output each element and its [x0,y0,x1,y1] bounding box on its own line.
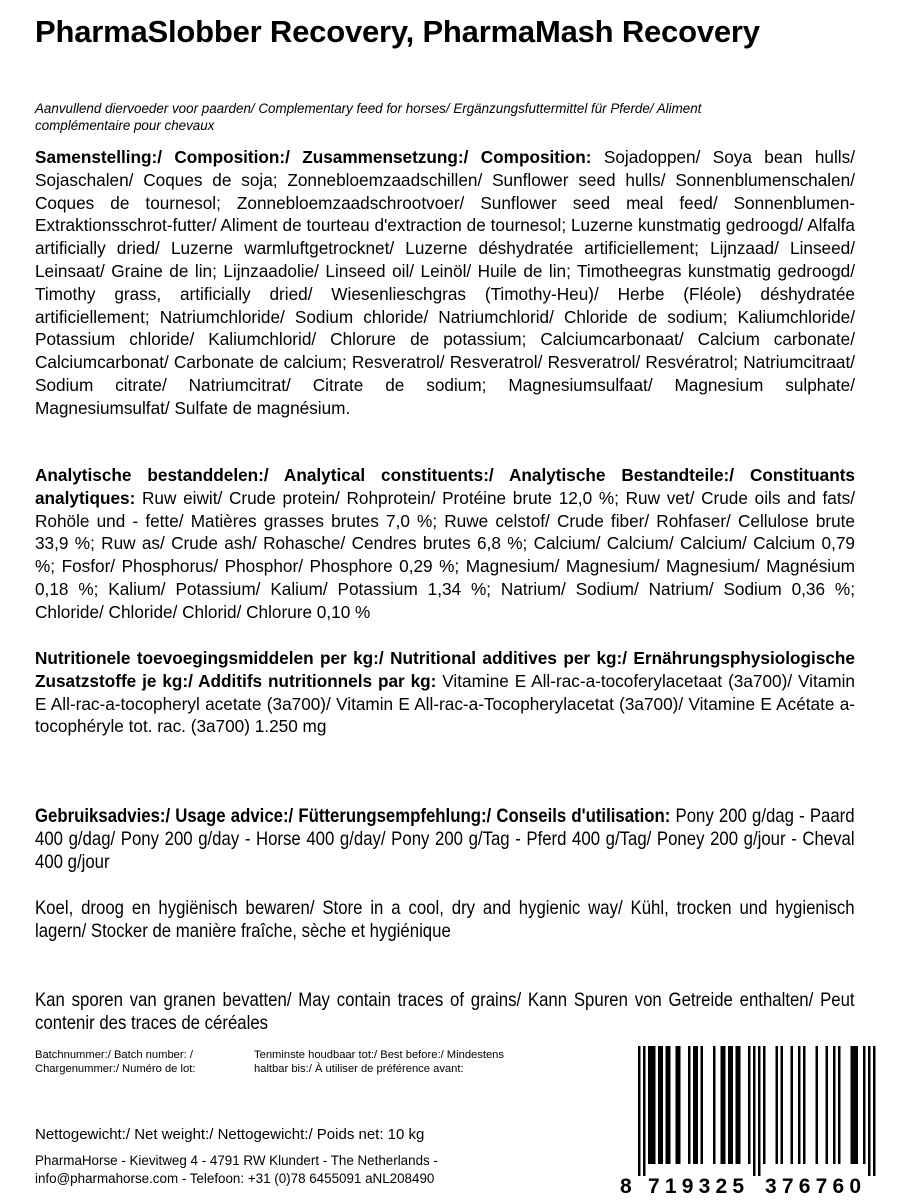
composition-section [35,146,855,420]
additives-heading: Nutritionele toevoegingsmiddelen per kg:/ Nutritional additives per kg:/ Ernährungsphysiologische Zusatzstoffe je kg:/ Additifs nutritionnels par kg: [35,648,855,691]
net-weight: Nettogewicht:/ Net weight:/ Nettogewicht:/ Poids net: 10 kg [35,1126,425,1143]
analytical-text: Ruw eiwit/ Crude protein/ Rohprotein/ Protéine brute 12,0 %; Ruw vet/ Crude oils and fats/ Rohöle und - fette/ Matières grasses brutes 7,0 %; Ruwe celstof/ Crude fiber/ Rohfaser/ Cellulose brute 33,9 %; Ruw as/ Crude ash/ Rohasche/ Cendres brutes 6,8 %; Calcium/ Calcium/ Calcium/ Calcium 0,79 %; Fosfor/ Phosphorus/ Phosphor/ Phosphore 0,29 %; Magnesium/ Magnesium/ Magnesium/ Magnésium 0,18 %; Kalium/ Potassium/ Kalium/ Potassium 1,34 %; Natrium/ Sodium/ Natrium/ Sodium 0,36 %; Chloride/ Chloride/ Chlorid/ Chlorure 0,10 % [35,487,855,622]
barcode-first-digit: 8 [620,1175,632,1196]
product-title: PharmaSlobber Recovery, PharmaMash Recovery [35,14,760,49]
address-line-2: info@pharmahorse.com - Telefoon: +31 (0)78 6455091 aNL208490 [35,1171,435,1186]
address-line-1: PharmaHorse - Kievitweg 4 - 4791 RW Klundert - The Netherlands - [35,1153,438,1168]
company-address [35,1152,438,1188]
usage-text: Pony 200 g/dag - Paard 400 g/dag/ Pony 200 g/day - Horse 400 g/day/ Pony 200 g/Tag - Pferd 400 g/Tag/ Poney 200 g/jour - Cheval 400 g/jour [35,805,855,873]
allergen-text: Kan sporen van granen bevatten/ May contain traces of grains/ Kann Spuren von Getreide enthalten/ Peut contenir des traces de céréales [35,989,855,1034]
composition-text: Sojadoppen/ Soya bean hulls/ Sojaschalen/ Coques de soja; Zonnebloemzaadschillen/ Sunflower seed hulls/ Sonnenblumenschalen/ Coques de tournesol; Zonnebloemzaadschrootvoer/ Sunflower seed meal feed/ Sonnenblumen-Extraktionsschrot-futter/ Aliment de tourteau d'extraction de tournesol; Luzerne kunstmatig gedroogd/ Alfalfa artificially dried/ Luzerne warmluftgetrocknet/ Luzerne déshydratée artificiellement; Lijnzaad/ Linseed/ Leinsaat/ Graine de lin; Lijnzaadolie/ Linseed oil/ Leinöl/ Huile de lin; Timotheegras kunstmatig gedroogd/ Timothy grass, artificially dried/ Wiesenlieschgras (Timothy-Heu)/ Herbe (Fléole) déshydratée artificiellement; Natriumchloride/ Sodium chloride/ Natriumchlorid/ Chloride de sodium; Kaliumchloride/ Potassium chloride/ Kaliumchlorid/ Chlorure de potassium; Calciumcarbonaat/ Calcium carbonate/ Calciumcarbonat/ Carbonate de calcium; Resveratrol/ Resveratrol/ Resveratrol/ Resvératrol; Natriumcitraat/ Sodium citrate/ Natriumcitrat/ Citrate de sodium; Magnesiumsulfaat/ Magnesium sulphate/ Magnesiumsulfat/ Sulfate de magnésium. [35,147,855,418]
composition-heading: Samenstelling:/ Composition:/ Zusammensetzung:/ Composition: [35,147,592,167]
storage-text: Koel, droog en hygiënisch bewaren/ Store in a cool, dry and hygienic way/ Kühl, trocken und hygienisch lagern/ Stocker de manière fraîche, sèche et hygiénique [35,897,855,942]
barcode-left-digits: 719325 [648,1175,750,1196]
allergen-section [35,989,855,1035]
best-before-label: Tenminste houdbaar tot:/ Best before:/ Mindestens haltbar bis:/ À utiliser de préférence avant: [254,1049,504,1075]
product-subtitle: Aanvullend diervoeder voor paarden/ Complementary feed for horses/ Ergänzungsfuttermittel für Pferde/ Aliment complémentaire pour chevaux [35,101,702,133]
usage-heading: Gebruiksadvies:/ Usage advice:/ Fütterungsempfehlung:/ Conseils d'utilisation: [35,805,671,827]
additives-section [35,647,855,738]
additives-text: Vitamine E All-rac-a-tocoferylacetaat (3a700)/ Vitamin E All-rac-a-tocopheryl acetate (3a700)/ Vitamin E All-rac-a-Tocopherylacetat (3a700)/ Vitamine E Acétate a-tocophéryle tot. rac. (3a700) 1.250 mg [35,670,855,737]
analytical-section [35,464,855,624]
ean13-barcode [620,1046,890,1196]
storage-section [35,897,855,943]
barcode-right-digits: 376760 [765,1175,867,1196]
analytical-heading: Analytische bestanddelen:/ Analytical constituents:/ Analytische Bestandteile:/ Constituants analytiques: [35,465,855,508]
usage-section [35,805,855,874]
batch-number-label: Batchnummer:/ Batch number: / Chargenummer:/ Numéro de lot: [35,1049,196,1075]
